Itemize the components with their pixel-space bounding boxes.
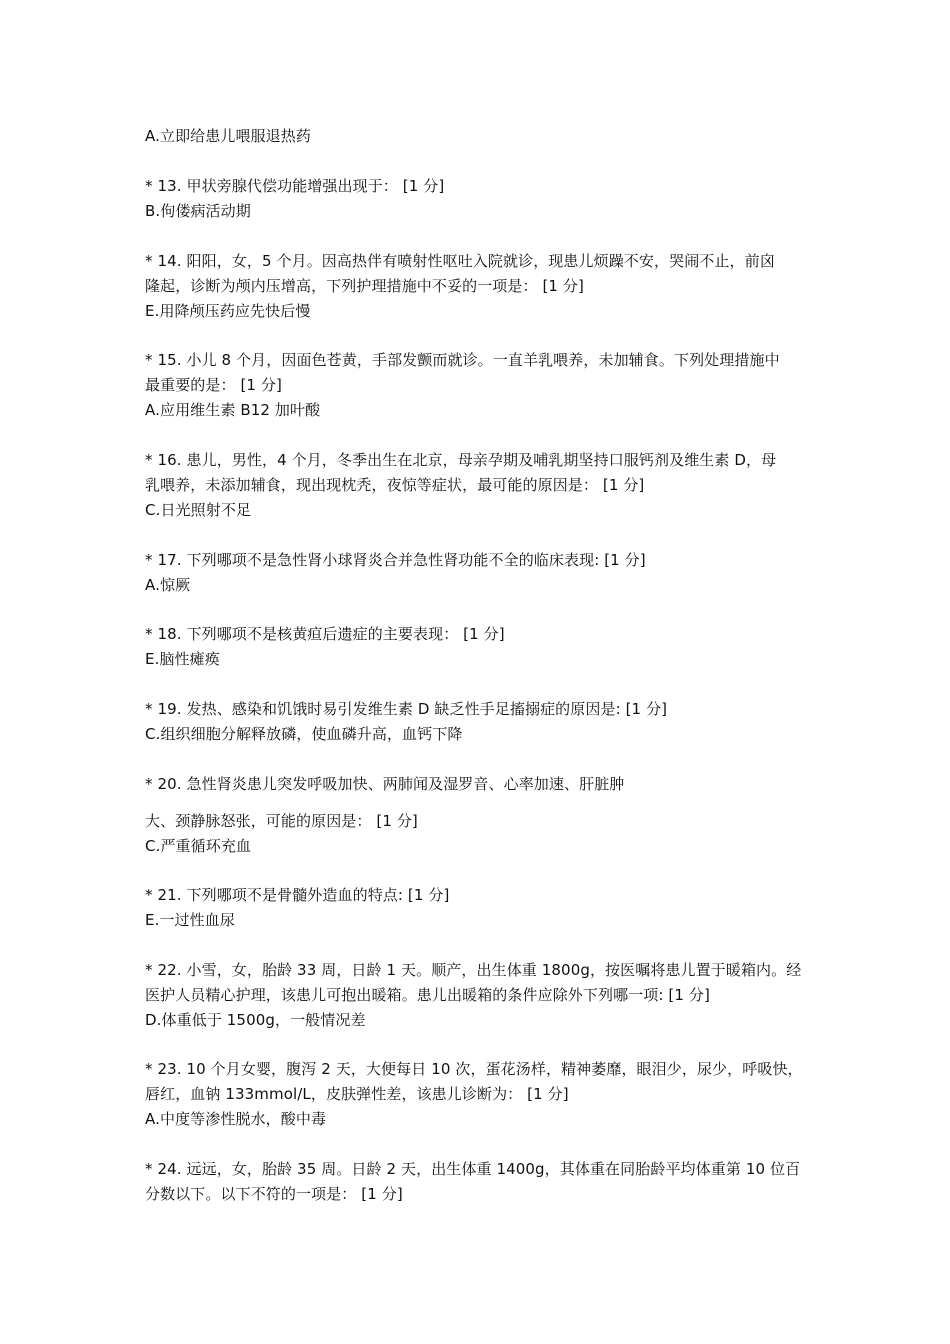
answer-text: E.一过性血尿 bbox=[145, 911, 235, 929]
question-stem-line: * 15. 小儿 8 个月，因面色苍黄，手部发颤而就诊。一直羊乳喂养，未加辅食。下列处理措施中 bbox=[145, 351, 780, 369]
question-23 bbox=[145, 1057, 813, 1132]
question-17 bbox=[145, 548, 813, 598]
answer-text: A.中度等渗性脱水，酸中毒 bbox=[145, 1110, 327, 1128]
answer-text: D.体重低于 1500g，一般情况差 bbox=[145, 1011, 366, 1029]
question-24 bbox=[145, 1157, 813, 1207]
question-stem-line: * 16. 患儿，男性，4 个月，冬季出生在北京，母亲孕期及哺乳期坚持口服钙剂及维生素 D，母 bbox=[145, 451, 777, 469]
answer-text: C.严重循环充血 bbox=[145, 837, 252, 855]
answer-text: A.应用维生素 B12 加叶酸 bbox=[145, 401, 321, 419]
question-15 bbox=[145, 348, 813, 423]
question-stem-line: 唇红，血钠 133mmol/L，皮肤弹性差，该患儿诊断为： [1 分] bbox=[145, 1085, 569, 1103]
question-stem-line: * 14. 阳阳，女，5 个月。因高热伴有喷射性呕吐入院就诊，现患儿烦躁不安，哭闹不止，前囟 bbox=[145, 252, 775, 270]
answer-12 bbox=[145, 124, 813, 149]
question-stem-line: * 22. 小雪，女，胎龄 33 周，日龄 1 天。顺产，出生体重 1800g，按医嘱将患儿置于暖箱内。经 bbox=[145, 961, 802, 979]
question-22 bbox=[145, 958, 813, 1033]
question-stem-line: * 21. 下列哪项不是骨髓外造血的特点: [1 分] bbox=[145, 886, 450, 904]
question-21 bbox=[145, 883, 813, 933]
answer-text: A.立即给患儿喂服退热药 bbox=[145, 127, 311, 145]
question-stem-line: * 24. 远远，女，胎龄 35 周。日龄 2 天，出生体重 1400g，其体重在同胎龄平均体重第 10 位百 bbox=[145, 1160, 801, 1178]
question-14 bbox=[145, 249, 813, 324]
question-stem-line: 最重要的是： [1 分] bbox=[145, 376, 282, 394]
question-stem-line: 隆起，诊断为颅内压增高，下列护理措施中不妥的一项是： [1 分] bbox=[145, 277, 584, 295]
question-stem-line: 分数以下。以下不符的一项是： [1 分] bbox=[145, 1185, 403, 1203]
question-18 bbox=[145, 622, 813, 672]
question-stem-line: * 17. 下列哪项不是急性肾小球肾炎合并急性肾功能不全的临床表现: [1 分] bbox=[145, 551, 646, 569]
question-13 bbox=[145, 174, 813, 224]
question-stem-line: 乳喂养，未添加辅食，现出现枕秃，夜惊等症状，最可能的原因是： [1 分] bbox=[145, 476, 645, 494]
question-stem-line: 大、颈静脉怒张，可能的原因是： [1 分] bbox=[145, 812, 418, 830]
question-stem-line: * 20. 急性肾炎患儿突发呼吸加快、两肺闻及湿罗音、心率加速、肝脏肿 bbox=[145, 775, 625, 793]
question-20 bbox=[145, 772, 813, 797]
question-stem-line: * 19. 发热、感染和饥饿时易引发维生素 D 缺乏性手足搐搦症的原因是: [1 分] bbox=[145, 700, 668, 718]
question-20-continued bbox=[145, 809, 813, 859]
answer-text: E.脑性瘫痪 bbox=[145, 650, 220, 668]
question-stem-line: * 23. 10 个月女婴，腹泻 2 天，大便每日 10 次，蛋花汤样，精神萎靡，眼泪少，尿少，呼吸快， bbox=[145, 1060, 803, 1078]
question-stem-line: * 18. 下列哪项不是核黄疸后遗症的主要表现： [1 分] bbox=[145, 625, 505, 643]
answer-text: C.组织细胞分解释放磷，使血磷升高，血钙下降 bbox=[145, 725, 463, 743]
question-19 bbox=[145, 697, 813, 747]
answer-text: A.惊厥 bbox=[145, 576, 191, 594]
question-16 bbox=[145, 448, 813, 523]
question-stem-line: * 13. 甲状旁腺代偿功能增强出现于： [1 分] bbox=[145, 177, 445, 195]
answer-text: C.日光照射不足 bbox=[145, 501, 252, 519]
answer-text: B.佝偻病活动期 bbox=[145, 202, 251, 220]
answer-text: E.用降颅压药应先快后慢 bbox=[145, 302, 311, 320]
question-stem-line: 医护人员精心护理，该患儿可抱出暖箱。患儿出暖箱的条件应除外下列哪一项: [1 分] bbox=[145, 986, 710, 1004]
